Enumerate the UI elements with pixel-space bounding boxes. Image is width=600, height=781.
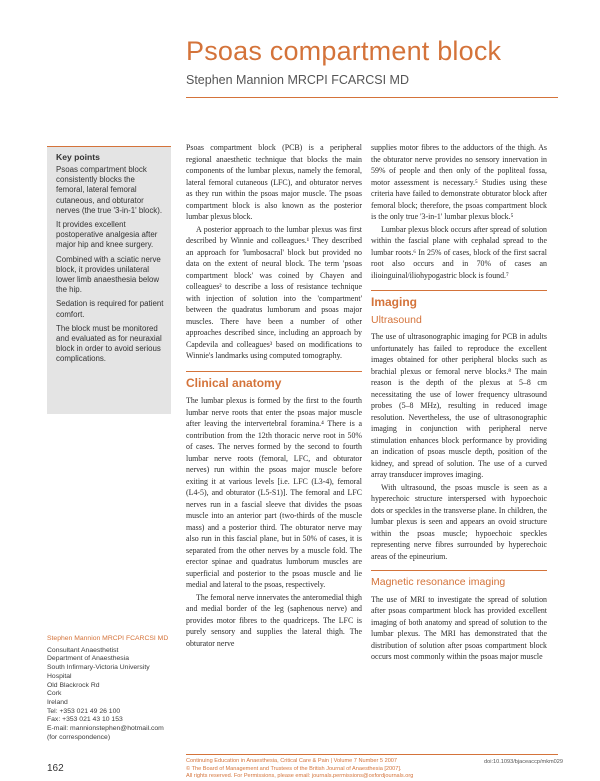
key-points-box [47, 146, 171, 414]
affiliation-line: South Infirmary-Victoria University [47, 664, 150, 672]
footer-copyright-line: © The Board of Management and Trustees of the British Journal of Anaesthesia [2007]. [186, 765, 402, 772]
article-title: Psoas compartment block [186, 36, 502, 66]
key-point-item: The block must be monitored and evaluated as for neuraxial block in order to avoid serious complications. [56, 323, 162, 364]
body-paragraph: The use of MRI to investigate the spread of solution after psoas compartment block has provided excellent imaging of both anatomy and spread of solution to the lumbar plexus. The MRI has demonstrated that the distribution of solution after psoas compartment block occurs most commonly within the psoas major muscle [371, 594, 547, 661]
affiliation-line: Old Blackrock Rd [47, 681, 100, 689]
affiliation-line: Ireland [47, 698, 68, 706]
footer-journal-line: Continuing Education in Anaesthesia, Critical Care & Pain | Volume 7 Number 5 2007 [186, 758, 398, 764]
title-rule [186, 97, 558, 98]
article-author: Stephen Mannion MRCPI FCARCSI MD [186, 73, 409, 87]
journal-footer [186, 758, 476, 781]
affiliation-email: E-mail: mannionstephen@hotmail.com [47, 725, 164, 733]
affiliation-line: Hospital [47, 672, 72, 680]
body-paragraph: Lumbar plexus block occurs after spread of solution within the fascial plane with cephalad spread to the lumbar roots.⁶ In 25% of cases, block of the first sacral root also occurs and in 70% of cases an ilioinguinal/iliohypogastric block is found.⁷ [371, 224, 547, 280]
key-point-item: Sedation is required for patient comfort. [56, 299, 164, 319]
key-point-item: It provides excellent postoperative analgesia after major hip and knee surgery. [56, 220, 158, 250]
key-point-item: Combined with a sciatic nerve block, it provides unilateral lower limb anaesthesia below the hip. [56, 254, 161, 295]
page-number: 162 [47, 763, 64, 774]
affiliation-fax: Fax: +353 021 43 10 153 [47, 716, 123, 724]
section-heading-clinical-anatomy: Clinical anatomy [186, 371, 362, 390]
body-paragraph: The lumbar plexus is formed by the first to the fourth lumbar nerve roots that enter the psoas major muscle after leaving the intervertebral foramina.⁴ There is a contribution from the 12th thoracic nerve root in 50% of cases. The nerves formed by the second to fourth lumbar nerve roots (femoral, LFC, and obturator nerves) run within the psoas major muscle before exiting it at various levels [i.e. LFC (L3-4), femoral (L4-5), and obturator (L5-S1)]. The femoral and LFC nerves run in a fascial sleeve that divides the psoas muscle into an anterior part (two-thirds of the muscle mass) and a posterior third. The obturator nerve may also run in this fascial plane, but in 50% of cases, it is separated from the other nerves by a muscle fold. The erector spinae and quadratus lumborum muscles are superficial and posterior to the psoas muscle and lie medial and lateral to the psoas, respectively. [186, 396, 362, 589]
body-paragraph: A posterior approach to the lumbar plexus was first described by Winnie and colleagues.¹ They described an approach for 'lumbosacral' block but provided no data on the extent of neural block. The term 'psoas compartment block' was coined by Chayen and colleagues² to describe a loss of resistance technique with injection of solution into the 'compartment' between the quadratus lumborum and psoas major muscles. There have been a number of other approaches described since, including an approach by Capdevila and colleagues³ based on modifications to Winnie's landmarks using computed tomography. [186, 224, 362, 360]
key-point-item: Psoas compartment block consistently blocks the femoral, lateral femoral cutaneous, and obturator nerves (the true '3-in-1' block). [56, 165, 163, 215]
affiliation-name: Stephen Mannion MRCPI FCARCSI MD [47, 635, 169, 642]
affiliation-line: (for correspondence) [47, 733, 111, 741]
affiliation-phone: Tel: +353 021 49 26 100 [47, 707, 121, 715]
affiliation-line: Cork [47, 690, 62, 698]
author-affiliation [47, 635, 182, 742]
key-points-heading: Key points [56, 152, 100, 162]
body-paragraph: With ultrasound, the psoas muscle is seen as a hyperechoic structure interspersed with hypoechoic dots or speckles in the transverse plane. In children, the lumbar plexus is seen and appears an ovoid structure within the psoas muscle; hypoechoic speckles representing nerve fibres surrounded by hyperechoic areas of the epineurium. [371, 482, 547, 561]
body-column-2 [371, 142, 547, 664]
affiliation-line: Consultant Anaesthetist [47, 646, 119, 654]
subheading-ultrasound: Ultrasound [371, 313, 422, 326]
footer-rule [186, 754, 558, 755]
affiliation-line: Department of Anaesthesia [47, 655, 129, 663]
footer-permissions-line: All rights reserved. For Permissions, please email: journals.permissions@oxfordjournals.org [186, 773, 414, 779]
body-paragraph: supplies motor fibres to the adductors of the thigh. As the obturator nerve provides no sensory innervation in 59% of people and then only of the popliteal fossa, motor assessment is necessary.⁵ Studies using these criteria have failed to demonstrate obturator block after femoral block; therefore, the psoas compartment block is the only true '3-in-1' lumbar plexus block.⁵ [371, 143, 547, 221]
section-heading-imaging: Imaging [371, 290, 547, 309]
body-paragraph: The use of ultrasonographic imaging for PCB in adults unfortunately has failed to reproduce the excellent images obtained for other peripheral blocks such as brachial plexus or femoral nerve blocks.⁸ The main reason is the depth of the plexus at 5–8 cm necessitating the use of lower frequency ultrasound probes (5–8 MHz), resulting in reduced image resolution. Nevertheless, the use of ultrasonographic imaging in conjunction with peripheral nerve stimulation enhances block performance by providing an indication of psoas muscle depth, position of the kidney, and spread of solution. The use of a curved array transducer improves imaging. [371, 332, 547, 479]
body-column-1 [186, 142, 362, 650]
body-paragraph: The femoral nerve innervates the anteromedial thigh and medial border of the leg (saphenous nerve) and provides motor fibres to the quadriceps. The LFC is purely sensory and supplies the lateral thigh. The obturator nerve [186, 592, 362, 648]
body-paragraph: Psoas compartment block (PCB) is a peripheral regional anaesthetic technique that blocks the main components of the lumbar plexus, namely the femoral, lateral femoral cutaneous (LFC), and obturator nerves as they run within the psoas major muscle. The psoas compartment block is also known as the posterior lumbar plexus block. [186, 143, 362, 221]
doi-text: doi:10.1093/bjaceaccp/mkm029 [484, 759, 563, 765]
subheading-mri: Magnetic resonance imaging [371, 570, 547, 589]
